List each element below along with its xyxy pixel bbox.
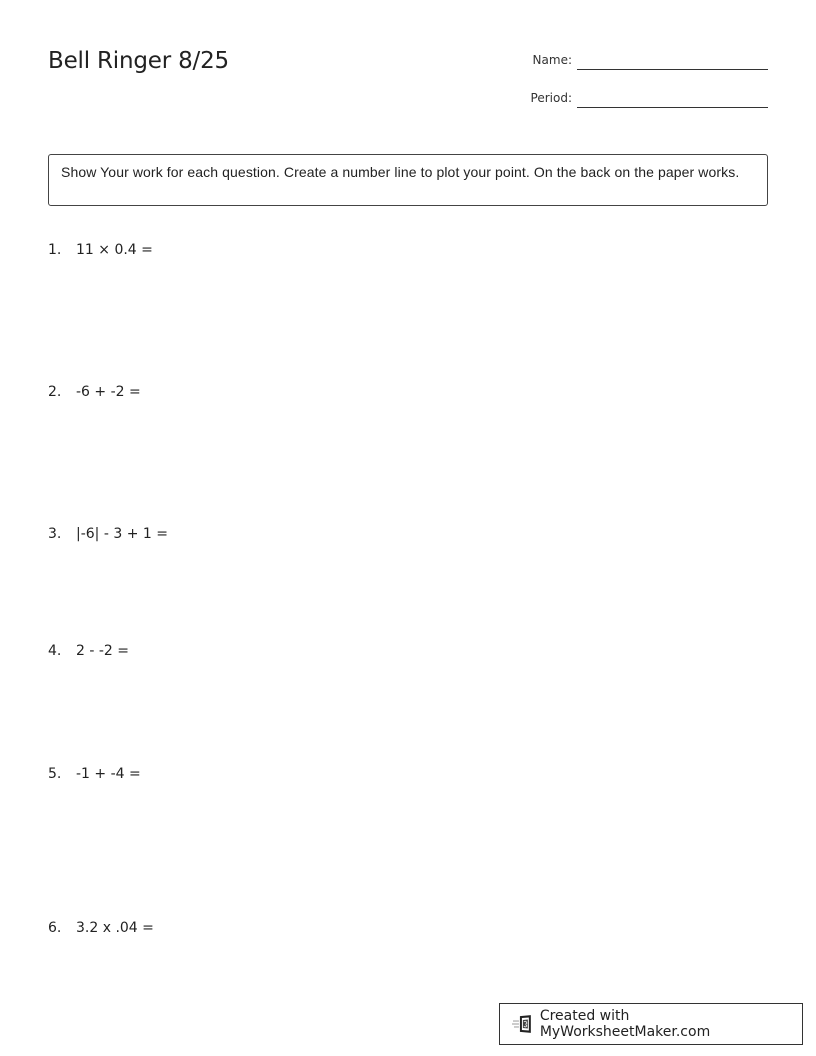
period-field[interactable]	[520, 88, 768, 108]
period-label: Period:	[530, 91, 572, 105]
question-number: 4.	[48, 643, 62, 659]
name-label: Name:	[532, 53, 572, 67]
question-number: 5.	[48, 766, 62, 782]
question-6	[48, 920, 154, 936]
question-1	[48, 242, 153, 258]
question-text: |-6| - 3 + 1 =	[76, 526, 168, 542]
name-line[interactable]	[577, 69, 768, 70]
footer-badge[interactable]	[499, 1003, 803, 1045]
question-text: -1 + -4 =	[76, 766, 141, 782]
question-number: 3.	[48, 526, 62, 542]
question-4	[48, 643, 129, 659]
question-text: -6 + -2 =	[76, 384, 141, 400]
question-2	[48, 384, 141, 400]
footer-text: Created with MyWorksheetMaker.com	[539, 1008, 711, 1040]
question-text: 2 - -2 =	[76, 643, 129, 659]
question-5	[48, 766, 141, 782]
question-text: 3.2 x .04 =	[76, 920, 154, 936]
worksheet-maker-logo-icon	[512, 1014, 534, 1034]
question-number: 1.	[48, 242, 62, 258]
question-3	[48, 526, 168, 542]
instructions-box: Show Your work for each question. Create a number line to plot your point. On the back on the paper works.	[48, 154, 768, 206]
question-number: 2.	[48, 384, 62, 400]
question-number: 6.	[48, 920, 62, 936]
page-title: Bell Ringer 8/25	[48, 48, 229, 74]
question-text: 11 × 0.4 =	[76, 242, 153, 258]
name-field[interactable]	[520, 50, 768, 70]
period-line[interactable]	[577, 107, 768, 108]
